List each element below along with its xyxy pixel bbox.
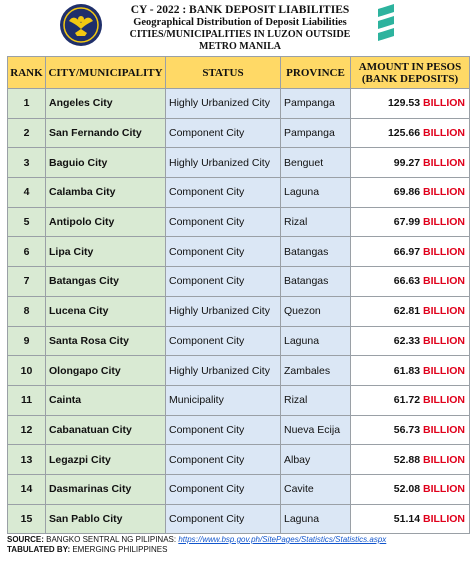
amount-cell bbox=[351, 296, 470, 326]
table-row bbox=[8, 356, 470, 386]
amount-unit: BILLION bbox=[423, 512, 465, 525]
amount-value: 69.86 bbox=[393, 186, 421, 199]
source-label: SOURCE: bbox=[7, 535, 44, 544]
column-header-city: CITY/MUNICIPALITY bbox=[46, 57, 166, 89]
province-cell: Laguna bbox=[281, 326, 351, 356]
amount-unit: BILLION bbox=[423, 453, 465, 466]
tabulated-label: TABULATED BY: bbox=[7, 545, 71, 554]
rank-cell: 12 bbox=[8, 415, 46, 445]
rank-cell: 13 bbox=[8, 445, 46, 475]
amount-unit: BILLION bbox=[423, 186, 465, 199]
page-title: CY - 2022 : BANK DEPOSIT LIABILITIES bbox=[130, 4, 350, 16]
table-row bbox=[8, 296, 470, 326]
table-row bbox=[8, 445, 470, 475]
status-cell: Highly Urbanized City bbox=[166, 296, 281, 326]
amount-value: 56.73 bbox=[393, 423, 421, 436]
bsp-seal-icon bbox=[59, 3, 103, 47]
amount-value: 61.83 bbox=[393, 364, 421, 377]
province-cell: Pampanga bbox=[281, 89, 351, 119]
city-cell: Santa Rosa City bbox=[46, 326, 166, 356]
city-cell: San Pablo City bbox=[46, 504, 166, 534]
amount-unit: BILLION bbox=[423, 127, 465, 140]
city-cell: Cabanatuan City bbox=[46, 415, 166, 445]
city-cell: Cainta bbox=[46, 385, 166, 415]
status-cell: Highly Urbanized City bbox=[166, 89, 281, 119]
table-row bbox=[8, 237, 470, 267]
province-cell: Albay bbox=[281, 445, 351, 475]
column-header-rank: RANK bbox=[8, 57, 46, 89]
amount-value: 125.66 bbox=[387, 127, 421, 140]
amount-unit: BILLION bbox=[423, 97, 465, 110]
column-header-amount-line1: AMOUNT IN PESOS bbox=[358, 60, 462, 73]
rank-cell: 14 bbox=[8, 474, 46, 504]
rank-cell: 6 bbox=[8, 237, 46, 267]
amount-cell bbox=[351, 445, 470, 475]
source-link[interactable]: https://www.bsp.gov.ph/SitePages/Statistics/Statistics.aspx bbox=[178, 535, 387, 544]
province-cell: Laguna bbox=[281, 504, 351, 534]
province-cell: Pampanga bbox=[281, 118, 351, 148]
amount-cell bbox=[351, 267, 470, 297]
table-row bbox=[8, 118, 470, 148]
status-cell: Component City bbox=[166, 504, 281, 534]
city-cell: Dasmarinas City bbox=[46, 474, 166, 504]
amount-value: 62.33 bbox=[393, 334, 421, 347]
amount-value: 52.88 bbox=[393, 453, 421, 466]
amount-unit: BILLION bbox=[423, 364, 465, 377]
city-cell: Batangas City bbox=[46, 267, 166, 297]
status-cell: Component City bbox=[166, 326, 281, 356]
city-cell: Calamba City bbox=[46, 178, 166, 208]
city-cell: Antipolo City bbox=[46, 207, 166, 237]
page-subtitle: Geographical Distribution of Deposit Liabilities bbox=[133, 17, 347, 28]
city-cell: Angeles City bbox=[46, 89, 166, 119]
rank-cell: 8 bbox=[8, 296, 46, 326]
status-cell: Component City bbox=[166, 267, 281, 297]
rank-cell: 4 bbox=[8, 178, 46, 208]
status-cell: Component City bbox=[166, 118, 281, 148]
province-cell: Nueva Ecija bbox=[281, 415, 351, 445]
province-cell: Laguna bbox=[281, 178, 351, 208]
amount-value: 66.97 bbox=[393, 245, 421, 258]
column-header-status: STATUS bbox=[166, 57, 281, 89]
rank-cell: 1 bbox=[8, 89, 46, 119]
amount-unit: BILLION bbox=[423, 483, 465, 496]
amount-unit: BILLION bbox=[423, 275, 465, 288]
province-cell: Rizal bbox=[281, 385, 351, 415]
province-cell: Zambales bbox=[281, 356, 351, 386]
rank-cell: 10 bbox=[8, 356, 46, 386]
column-header-amount-line2: (BANK DEPOSITS) bbox=[361, 72, 459, 85]
column-header-province: PROVINCE bbox=[281, 57, 351, 89]
status-cell: Component City bbox=[166, 237, 281, 267]
table-row bbox=[8, 178, 470, 208]
amount-unit: BILLION bbox=[423, 245, 465, 258]
amount-cell bbox=[351, 207, 470, 237]
status-cell: Component City bbox=[166, 445, 281, 475]
province-cell: Cavite bbox=[281, 474, 351, 504]
amount-cell bbox=[351, 237, 470, 267]
province-cell: Batangas bbox=[281, 267, 351, 297]
header bbox=[0, 0, 474, 54]
table-row bbox=[8, 474, 470, 504]
amount-value: 61.72 bbox=[393, 394, 421, 407]
amount-value: 62.81 bbox=[393, 305, 421, 318]
rank-cell: 7 bbox=[8, 267, 46, 297]
amount-cell bbox=[351, 356, 470, 386]
amount-value: 129.53 bbox=[387, 97, 421, 110]
amount-cell bbox=[351, 474, 470, 504]
footer bbox=[7, 535, 469, 555]
source-line bbox=[7, 535, 469, 545]
city-cell: Lipa City bbox=[46, 237, 166, 267]
amount-value: 51.14 bbox=[393, 512, 421, 525]
tabulated-line bbox=[7, 545, 469, 555]
rank-cell: 2 bbox=[8, 118, 46, 148]
table-header-row bbox=[8, 57, 470, 89]
status-cell: Component City bbox=[166, 474, 281, 504]
tabulated-text: EMERGING PHILIPPINES bbox=[72, 545, 168, 554]
city-cell: Legazpi City bbox=[46, 445, 166, 475]
rank-cell: 9 bbox=[8, 326, 46, 356]
city-cell: Baguio City bbox=[46, 148, 166, 178]
table-row bbox=[8, 326, 470, 356]
emerging-philippines-logo-icon bbox=[374, 3, 402, 43]
table-row bbox=[8, 89, 470, 119]
amount-unit: BILLION bbox=[423, 394, 465, 407]
amount-unit: BILLION bbox=[423, 305, 465, 318]
city-cell: Lucena City bbox=[46, 296, 166, 326]
deposit-table bbox=[7, 56, 470, 534]
rank-cell: 15 bbox=[8, 504, 46, 534]
amount-unit: BILLION bbox=[423, 423, 465, 436]
rank-cell: 5 bbox=[8, 207, 46, 237]
status-cell: Component City bbox=[166, 178, 281, 208]
province-cell: Quezon bbox=[281, 296, 351, 326]
table-row bbox=[8, 207, 470, 237]
province-cell: Batangas bbox=[281, 237, 351, 267]
table-row bbox=[8, 415, 470, 445]
amount-cell bbox=[351, 326, 470, 356]
amount-cell bbox=[351, 178, 470, 208]
city-cell: Olongapo City bbox=[46, 356, 166, 386]
table-row bbox=[8, 148, 470, 178]
city-cell: San Fernando City bbox=[46, 118, 166, 148]
table-row bbox=[8, 385, 470, 415]
amount-unit: BILLION bbox=[423, 334, 465, 347]
province-cell: Benguet bbox=[281, 148, 351, 178]
amount-cell bbox=[351, 89, 470, 119]
rank-cell: 11 bbox=[8, 385, 46, 415]
province-cell: Rizal bbox=[281, 207, 351, 237]
status-cell: Component City bbox=[166, 415, 281, 445]
amount-cell bbox=[351, 504, 470, 534]
status-cell: Highly Urbanized City bbox=[166, 148, 281, 178]
status-cell: Component City bbox=[166, 207, 281, 237]
amount-value: 52.08 bbox=[393, 483, 421, 496]
amount-unit: BILLION bbox=[423, 216, 465, 229]
amount-unit: BILLION bbox=[423, 156, 465, 169]
column-header-amount bbox=[351, 57, 470, 89]
amount-cell bbox=[351, 148, 470, 178]
amount-cell bbox=[351, 385, 470, 415]
rank-cell: 3 bbox=[8, 148, 46, 178]
page-scope: CITIES/MUNICIPALITIES IN LUZON OUTSIDE METRO MANILA bbox=[129, 29, 351, 52]
table-row bbox=[8, 504, 470, 534]
title-block bbox=[110, 4, 370, 53]
amount-value: 66.63 bbox=[393, 275, 421, 288]
amount-value: 67.99 bbox=[393, 216, 421, 229]
amount-value: 99.27 bbox=[393, 156, 421, 169]
amount-cell bbox=[351, 118, 470, 148]
status-cell: Municipality bbox=[166, 385, 281, 415]
table-row bbox=[8, 267, 470, 297]
amount-cell bbox=[351, 415, 470, 445]
source-text: BANGKO SENTRAL NG PILIPINAS: bbox=[46, 535, 177, 544]
status-cell: Highly Urbanized City bbox=[166, 356, 281, 386]
